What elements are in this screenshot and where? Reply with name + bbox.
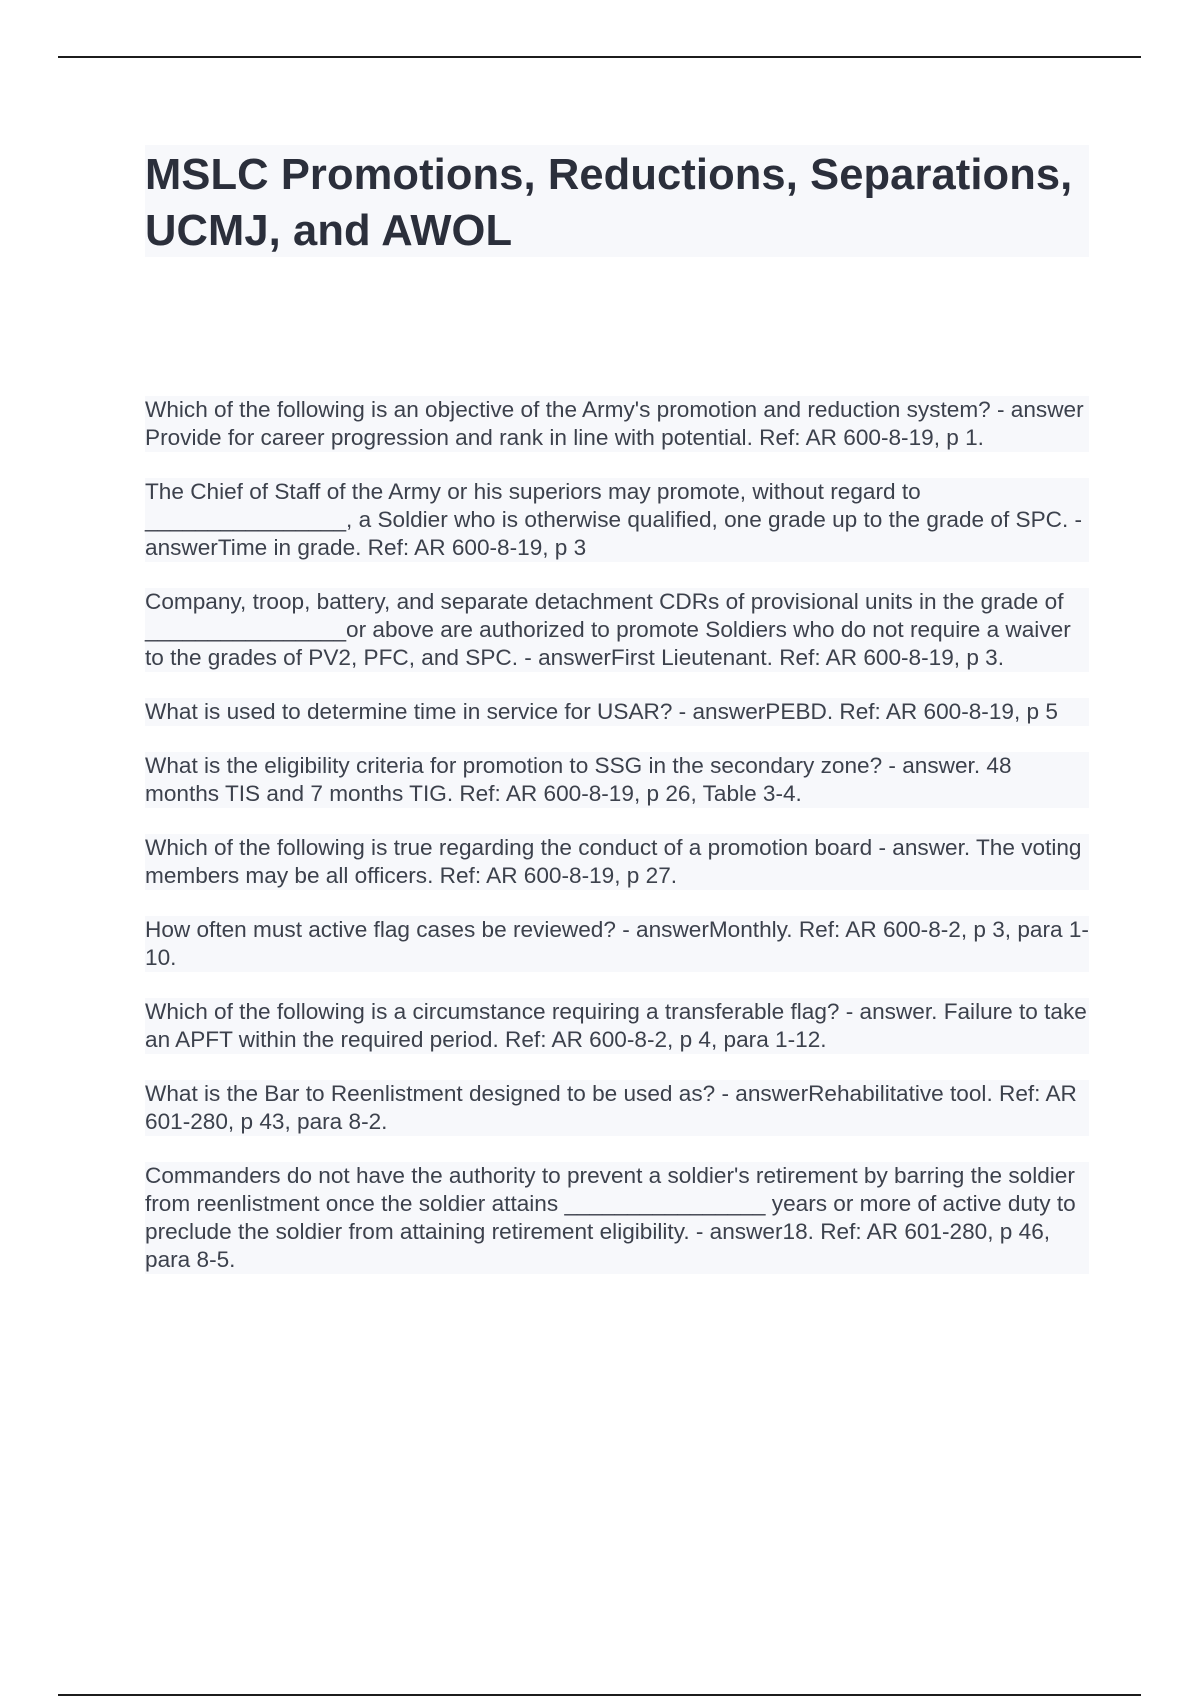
qa-item: How often must active flag cases be reviewed? - answerMonthly. Ref: AR 600-8-2, p 3, para 1-10.: [145, 917, 1089, 970]
qa-item: The Chief of Staff of the Army or his superiors may promote, without regard to ________________, a Soldier who is otherwise qualified, one grade up to the grade of SPC. - answerTime in grade. Ref: AR 600-8-19, p 3: [145, 478, 1089, 562]
qa-item: Which of the following is true regarding the conduct of a promotion board - answer. The voting members may be all officers. Ref: AR 600-8-19, p 27.: [145, 834, 1089, 890]
qa-list: [145, 396, 1089, 1300]
title-block: [145, 145, 1089, 257]
qa-item: What is the Bar to Reenlistment designed to be used as? - answerRehabilitative tool. Ref: AR 601-280, p 43, para 8-2.: [145, 1080, 1089, 1136]
footer-rule: [58, 1694, 1141, 1696]
qa-item: Which of the following is an objective of the Army's promotion and reduction system? - answer Provide for career progression and rank in line with potential. Ref: AR 600-8-19, p 1.: [145, 396, 1089, 452]
qa-item: What is the eligibility criteria for promotion to SSG in the secondary zone? - answer. 48 months TIS and 7 months TIG. Ref: AR 600-8-19, p 26, Table 3-4.: [145, 752, 1089, 808]
qa-item: Which of the following is a circumstance requiring a transferable flag? - answer. Failure to take an APFT within the required period. Ref: AR 600-8-2, p 4, para 1-12.: [145, 998, 1089, 1054]
qa-item: Commanders do not have the authority to prevent a soldier's retirement by barring the soldier from reenlistment once the soldier attains ________________ years or more of active duty to preclude the soldier from attaining retirement eligibility. - answer18. Ref: AR 601-280, p 46, para 8-5.: [145, 1162, 1089, 1274]
qa-item: Company, troop, battery, and separate detachment CDRs of provisional units in the grade of ________________or above are authorized to promote Soldiers who do not require a waiver to the grades of PV2, PFC, and SPC. - answerFirst Lieutenant. Ref: AR 600-8-19, p 3.: [145, 588, 1089, 672]
qa-item: What is used to determine time in service for USAR? - answerPEBD. Ref: AR 600-8-19, p 5: [145, 698, 1089, 726]
header-rule: [58, 56, 1141, 58]
page-title: MSLC Promotions, Reductions, Separations, UCMJ, and AWOL: [145, 151, 1073, 255]
